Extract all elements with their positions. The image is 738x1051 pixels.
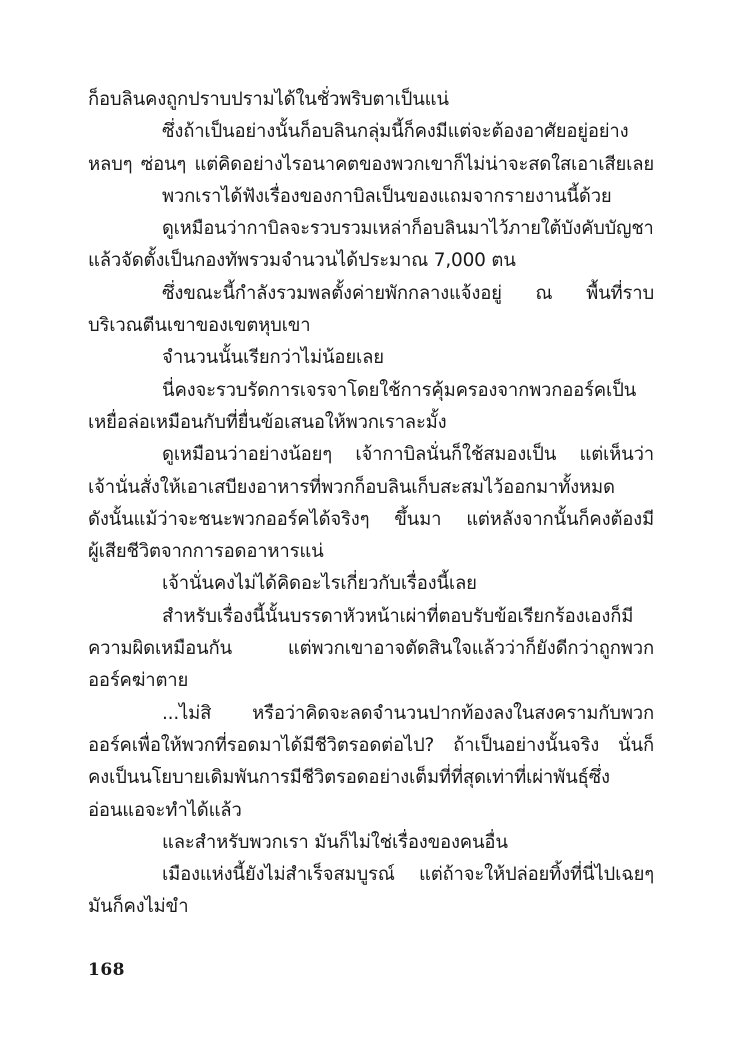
text-line: ออร์คเพื่อให้พวกที่รอดมาได้มีชีวิตรอดต่อไป? ถ้าเป็นอย่างนั้นจริง นั่นก็	[88, 734, 654, 756]
text-line: มันก็คงไม่ขำ	[88, 896, 189, 918]
text-line: ดังนั้นแม้ว่าจะชนะพวกออร์คได้จริงๆ ขึ้นมา แต่หลังจากนั้นก็คงต้องมี	[88, 508, 654, 530]
text-line: บริเวณตีนเขาของเขตหุบเขา	[88, 315, 311, 337]
text-line: แล้วจัดตั้งเป็นกองทัพรวมจำนวนได้ประมาณ 7,000 ตน	[88, 250, 516, 272]
text-line: เหยื่อล่อเหมือนกับที่ยื่นข้อเสนอให้พวกเราละมั้ง	[88, 411, 447, 433]
text-line: ซึ่งถ้าเป็นอย่างนั้นก็อบลินกลุ่มนี้ก็คงมีแต่จะต้องอาศัยอยู่อย่าง	[162, 121, 629, 143]
page-body	[88, 84, 654, 924]
text-line: อ่อนแอจะทำได้แล้ว	[88, 799, 242, 821]
text-line: เจ้านั่นคงไม่ได้คิดอะไรเกี่ยวกับเรื่องนี้เลย	[162, 573, 477, 595]
text-line: จำนวนนั้นเรียกว่าไม่น้อยเลย	[162, 347, 384, 369]
text-line: นี่คงจะรวบรัดการเจรจาโดยใช้การคุ้มครองจากพวกออร์คเป็น	[162, 379, 637, 401]
text-line: ผู้เสียชีวิตจากการอดอาหารแน่	[88, 541, 324, 563]
page-number: 168	[88, 960, 125, 980]
text-line: เจ้านั่นสั่งให้เอาเสบียงอาหารที่พวกก็อบลินเก็บสะสมไว้ออกมาทั้งหมด	[88, 476, 615, 498]
text-line: คงเป็นนโยบายเดิมพันการมีชีวิตรอดอย่างเต็มที่ที่สุดเท่าที่เผ่าพันธุ์ซึ่ง	[88, 767, 610, 789]
text-line: ซึ่งขณะนี้กำลังรวมพลตั้งค่ายพักกลางแจ้งอยู่ ณ พื้นที่ราบ	[162, 282, 654, 304]
text-line: สำหรับเรื่องนี้นั้นบรรดาหัวหน้าเผ่าที่ตอบรับข้อเรียกร้องเองก็มี	[162, 605, 634, 627]
text-line: ดูเหมือนว่ากาบิลจะรวบรวมเหล่าก็อบลินมาไว้ภายใต้บังคับบัญชา	[162, 218, 654, 240]
text-line: และสำหรับพวกเรา มันก็ไม่ใช่เรื่องของคนอื่น	[162, 831, 508, 853]
text-line: ดูเหมือนว่าอย่างน้อยๆ เจ้ากาบิลนั่นก็ใช้สมองเป็น แต่เห็นว่า	[162, 444, 654, 466]
text-line: เมืองแห่งนี้ยังไม่สำเร็จสมบูรณ์ แต่ถ้าจะให้ปล่อยทิ้งที่นี่ไปเฉยๆ	[162, 864, 654, 886]
text-line: ความผิดเหมือนกัน แต่พวกเขาอาจตัดสินใจแล้วว่าก็ยังดีกว่าถูกพวก	[88, 638, 654, 660]
text-line: ออร์คฆ่าตาย	[88, 670, 189, 692]
text-line: หลบๆ ซ่อนๆ แต่คิดอย่างไรอนาคตของพวกเขาก็ไม่น่าจะสดใสเอาเสียเลย	[88, 153, 654, 175]
text-line: พวกเราได้ฟังเรื่องของกาบิลเป็นของแถมจากรายงานนี้ด้วย	[162, 185, 612, 207]
text-line: ...ไม่สิ หรือว่าคิดจะลดจำนวนปากท้องลงในสงครามกับพวก	[162, 702, 654, 724]
text-line: ก็อบลินคงถูกปราบปรามได้ในชั่วพริบตาเป็นแน่	[88, 89, 449, 110]
